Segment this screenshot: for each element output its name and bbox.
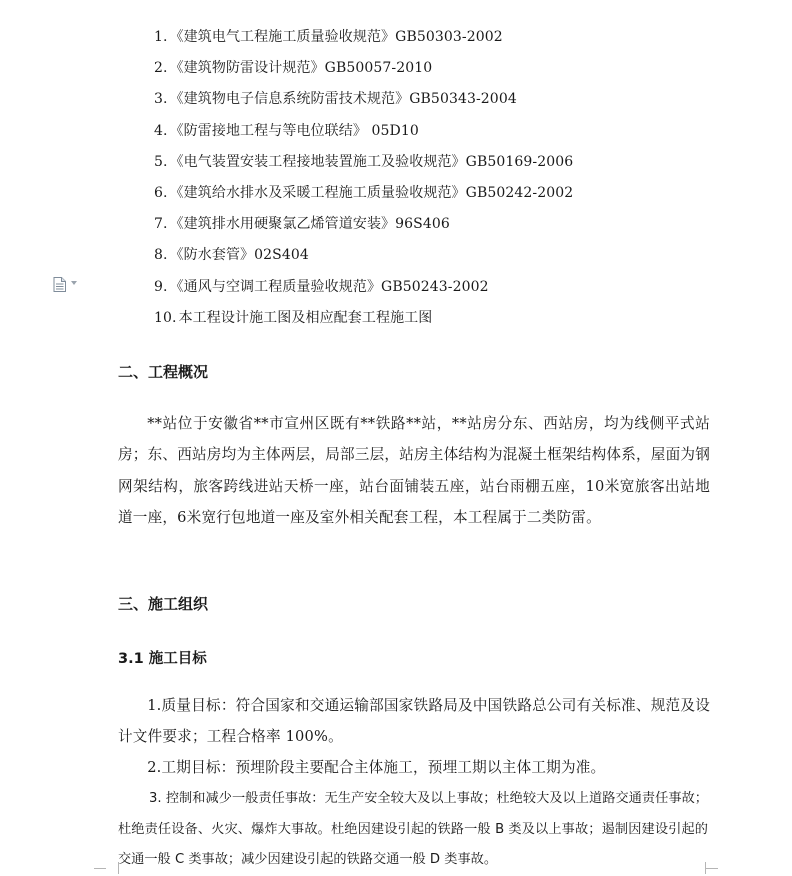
page-corner-mark-left: [106, 862, 119, 874]
list-item: [154, 151, 573, 182]
safety-goal-paragraph: 3. 控制和减少一般责任事故：无生产安全较大及以上事故；杜绝较大及以上道路交通责任事故；杜绝责任设备、火灾、爆炸大事故。杜绝因建设引起的铁路一般 B 类及以上事故；遏制因建设引起的交通一般 C 类事故；减少因建设引起的铁路交通一般 D 类事故。: [118, 791, 708, 868]
list-item: [154, 88, 573, 119]
document-icon[interactable]: [53, 277, 66, 292]
list-item-number: 4.: [154, 122, 168, 139]
list-item-number: 2.: [154, 60, 168, 77]
list-item-text: 《通风与空调工程质量验收规范》GB50243-2002: [169, 278, 489, 295]
list-item-number: 8.: [154, 247, 168, 264]
list-item: [154, 120, 573, 151]
section-heading-overview: 二、工程概况: [118, 363, 209, 381]
list-item-text: 《电气装置安装工程接地装置施工及验收规范》GB50169-2006: [169, 153, 574, 170]
list-item-number: 6.: [154, 184, 168, 201]
list-item-text: 《建筑给水排水及采暖工程施工质量验收规范》GB50242-2002: [169, 184, 574, 201]
list-item-number: 9.: [154, 278, 168, 295]
page-corner-mark-left-h: [94, 868, 106, 869]
reference-standards-list: [154, 26, 573, 338]
list-item-number: 10.: [154, 309, 177, 326]
list-item: [154, 26, 573, 57]
quality-goal-paragraph: 1.质量目标：符合国家和交通运输部国家铁路局及中国铁路总公司有关标准、规范及设计文件要求；工程合格率 100%。: [118, 697, 710, 746]
list-item: [154, 276, 573, 307]
list-item-text: 《建筑物电子信息系统防雷技术规范》GB50343-2004: [169, 91, 517, 108]
overview-paragraph: **站位于安徽省**市宣州区既有**铁路**站，**站房分东、西站房，均为线侧平式站房；东、西站房均为主体两层，局部三层，站房主体结构为混凝土框架结构体系，屋面为钢网架结构，旅客跨线进站天桥一座，站台面铺装五座，站台雨棚五座，10米宽旅客出站地道一座，6米宽行包地道一座及室外相关配套工程，本工程属于二类防雷。: [118, 415, 710, 526]
list-item: [154, 307, 573, 338]
list-item-text: 本工程设计施工图及相应配套工程施工图: [178, 309, 433, 326]
list-item: [154, 57, 573, 88]
subsection-heading-goals: 3.1 施工目标: [118, 651, 207, 667]
list-item-number: 5.: [154, 153, 168, 170]
list-item-text: 《建筑物防雷设计规范》GB50057-2010: [169, 60, 433, 77]
list-item: [154, 244, 573, 275]
list-item-number: 1.: [154, 29, 168, 45]
schedule-goal-paragraph: 2.工期目标：预埋阶段主要配合主体施工，预埋工期以主体工期为准。: [147, 759, 606, 776]
section-heading-organization: 三、施工组织: [118, 595, 209, 613]
list-item: [154, 213, 573, 244]
list-item-text: 《建筑电气工程施工质量验收规范》GB50303-2002: [169, 29, 503, 45]
list-item-text: 《防水套管》02S404: [169, 247, 309, 264]
chevron-down-icon[interactable]: [71, 281, 77, 285]
list-item-number: 3.: [154, 91, 168, 108]
page-corner-mark-right-h: [706, 868, 718, 869]
list-item-number: 7.: [154, 216, 168, 233]
list-item-text: 《建筑排水用硬聚氯乙烯管道安装》96S406: [169, 216, 450, 233]
list-item-text: 《防雷接地工程与等电位联结》 05D10: [169, 122, 419, 139]
list-item: [154, 182, 573, 213]
